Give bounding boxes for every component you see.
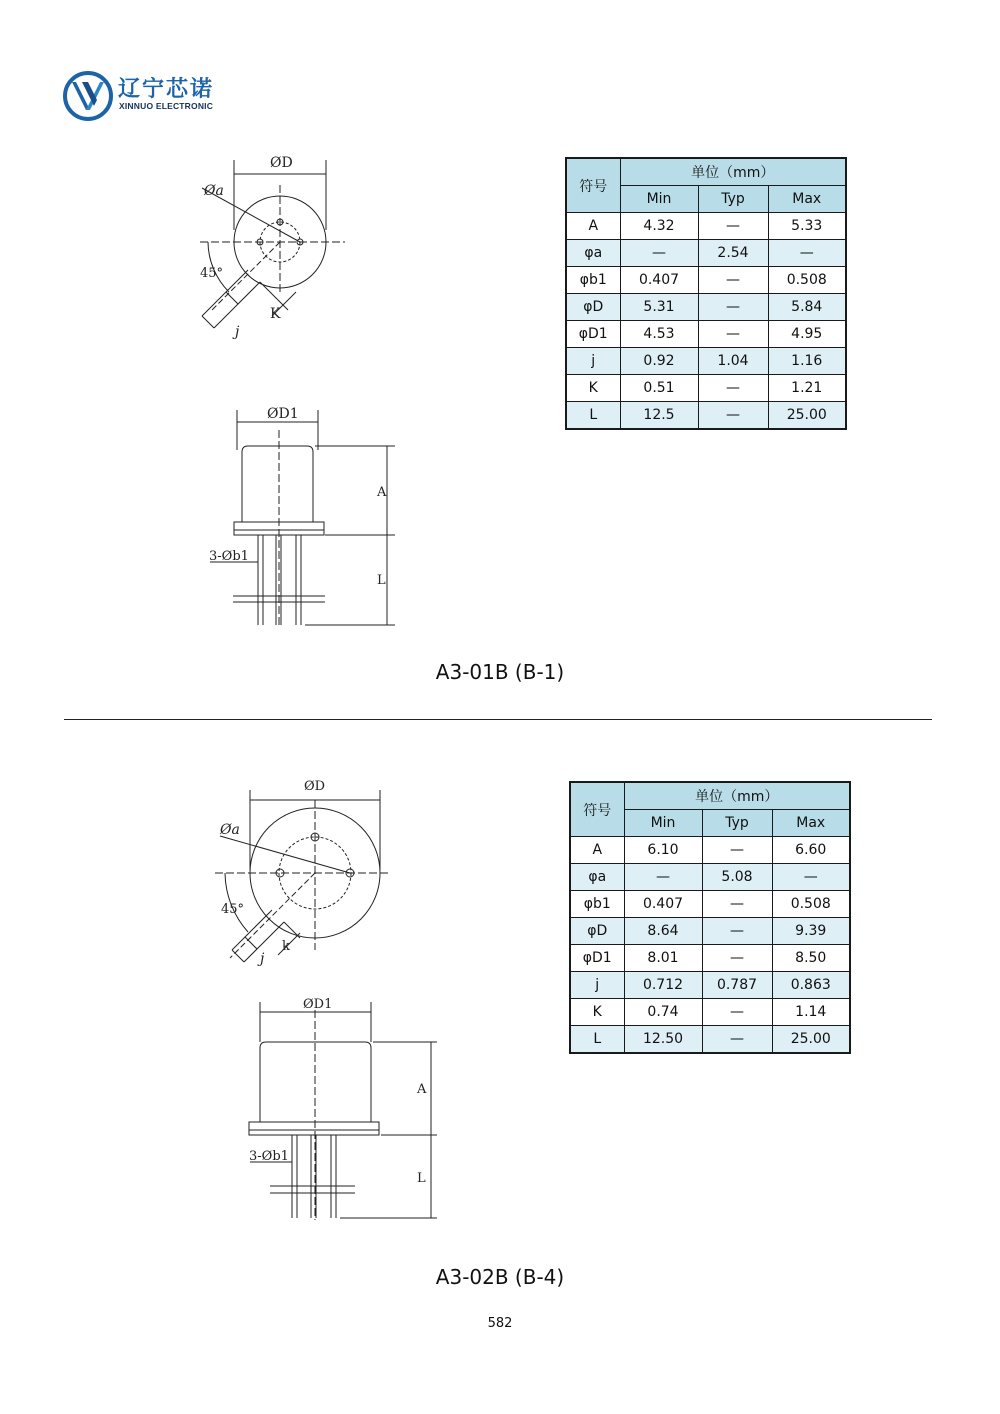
logo-cn-text: 辽宁芯诺 xyxy=(118,77,215,102)
col-min-header: Min xyxy=(624,810,702,837)
cell-typ: — xyxy=(702,918,772,945)
dim-label-D: ØD xyxy=(304,779,326,794)
cell-symbol: L xyxy=(570,1026,624,1054)
dim-label-D: ØD xyxy=(270,155,293,171)
cell-min: 0.407 xyxy=(624,891,702,918)
col-min-header: Min xyxy=(620,186,698,213)
table-row xyxy=(566,240,846,267)
table-row xyxy=(570,891,850,918)
cell-max: — xyxy=(768,240,846,267)
unit-header: 单位（mm） xyxy=(624,782,850,810)
dim-label-K: k xyxy=(282,939,290,954)
cell-min: 6.10 xyxy=(624,837,702,864)
col-max-header: Max xyxy=(768,186,846,213)
table-row xyxy=(570,918,850,945)
cell-symbol: φD xyxy=(566,294,620,321)
cell-max: 25.00 xyxy=(772,1026,850,1054)
table-row xyxy=(566,321,846,348)
cell-min: 8.01 xyxy=(624,945,702,972)
cell-max: 9.39 xyxy=(772,918,850,945)
cell-max: 0.508 xyxy=(772,891,850,918)
col-typ-header: Typ xyxy=(698,186,768,213)
dim-label-j: j xyxy=(260,951,265,967)
cell-min: 4.32 xyxy=(620,213,698,240)
logo-en-text: XINNUO ELECTRONIC xyxy=(119,101,214,111)
dim-label-A: A xyxy=(417,1082,427,1097)
cell-typ: 2.54 xyxy=(698,240,768,267)
section-caption-1: A3-01B (B-1) xyxy=(435,660,565,684)
cell-max: 5.33 xyxy=(768,213,846,240)
dim-label-a: Øa xyxy=(220,822,240,838)
cell-typ: — xyxy=(702,945,772,972)
cell-typ: 0.787 xyxy=(702,972,772,999)
dim-label-b1: 3-Øb1 xyxy=(209,549,249,564)
cell-max: 5.84 xyxy=(768,294,846,321)
cell-typ: — xyxy=(698,213,768,240)
dim-label-L: L xyxy=(417,1171,426,1186)
cell-min: 0.74 xyxy=(624,999,702,1026)
cell-typ: — xyxy=(698,375,768,402)
cell-min: 12.50 xyxy=(624,1026,702,1054)
cell-symbol: φD1 xyxy=(570,945,624,972)
cell-max: 1.21 xyxy=(768,375,846,402)
company-logo xyxy=(62,68,232,124)
cell-max: 4.95 xyxy=(768,321,846,348)
cell-max: 25.00 xyxy=(768,402,846,430)
table-row xyxy=(566,213,846,240)
cell-min: 8.64 xyxy=(624,918,702,945)
logo-emblem-icon xyxy=(62,70,114,122)
table-row xyxy=(570,837,850,864)
cell-symbol: A xyxy=(570,837,624,864)
cell-symbol: φb1 xyxy=(566,267,620,294)
cell-min: 0.92 xyxy=(620,348,698,375)
symbol-header: 符号 xyxy=(570,782,624,837)
dim-label-A: A xyxy=(377,485,387,500)
cell-min: 0.407 xyxy=(620,267,698,294)
cell-typ: 1.04 xyxy=(698,348,768,375)
cell-min: 12.5 xyxy=(620,402,698,430)
dim-label-j: j xyxy=(235,324,240,340)
cell-typ: — xyxy=(698,402,768,430)
cell-typ: — xyxy=(698,321,768,348)
side-view-drawing-1 xyxy=(205,400,405,635)
table-row xyxy=(566,294,846,321)
table-row xyxy=(570,945,850,972)
cell-symbol: φD xyxy=(570,918,624,945)
cell-typ: — xyxy=(702,891,772,918)
dimension-table-2 xyxy=(569,781,851,1054)
cell-symbol: K xyxy=(570,999,624,1026)
table-row xyxy=(566,267,846,294)
cell-symbol: φb1 xyxy=(570,891,624,918)
table-row xyxy=(566,348,846,375)
table-row xyxy=(570,1026,850,1054)
table-row xyxy=(570,999,850,1026)
cell-min: 4.53 xyxy=(620,321,698,348)
col-max-header: Max xyxy=(772,810,850,837)
side-view-drawing-2 xyxy=(245,990,445,1225)
cell-max: 6.60 xyxy=(772,837,850,864)
dim-label-angle: 45° xyxy=(200,266,224,281)
table-row xyxy=(566,402,846,430)
cell-min: 5.31 xyxy=(620,294,698,321)
dim-label-b1: 3-Øb1 xyxy=(249,1149,289,1164)
cell-symbol: φa xyxy=(566,240,620,267)
table-row xyxy=(570,864,850,891)
cell-symbol: φa xyxy=(570,864,624,891)
cell-typ: — xyxy=(702,1026,772,1054)
table-row xyxy=(570,972,850,999)
cell-typ: — xyxy=(702,837,772,864)
dim-label-L: L xyxy=(377,573,386,588)
cell-max: 1.14 xyxy=(772,999,850,1026)
cell-min: 0.51 xyxy=(620,375,698,402)
cell-max: 8.50 xyxy=(772,945,850,972)
cell-symbol: φD1 xyxy=(566,321,620,348)
section-caption-2: A3-02B (B-4) xyxy=(435,1265,565,1289)
cell-max: 1.16 xyxy=(768,348,846,375)
top-view-drawing-1 xyxy=(180,140,360,350)
cell-typ: — xyxy=(702,999,772,1026)
dim-label-K: K xyxy=(270,306,281,322)
unit-header: 单位（mm） xyxy=(620,158,846,186)
cell-symbol: A xyxy=(566,213,620,240)
section-divider xyxy=(64,719,932,720)
cell-typ: — xyxy=(698,267,768,294)
cell-max: 0.508 xyxy=(768,267,846,294)
table-row xyxy=(566,375,846,402)
cell-max: 0.863 xyxy=(772,972,850,999)
dim-label-angle: 45° xyxy=(221,902,245,917)
cell-typ: 5.08 xyxy=(702,864,772,891)
cell-symbol: j xyxy=(566,348,620,375)
cell-min: — xyxy=(620,240,698,267)
dim-label-D1: ØD1 xyxy=(267,406,299,422)
cell-max: — xyxy=(772,864,850,891)
cell-min: — xyxy=(624,864,702,891)
cell-typ: — xyxy=(698,294,768,321)
cell-min: 0.712 xyxy=(624,972,702,999)
dim-label-D1: ØD1 xyxy=(303,997,333,1012)
cell-symbol: j xyxy=(570,972,624,999)
top-view-drawing-2 xyxy=(200,770,400,970)
symbol-header: 符号 xyxy=(566,158,620,213)
cell-symbol: K xyxy=(566,375,620,402)
page-number: 582 xyxy=(487,1316,513,1331)
dimension-table-1 xyxy=(565,157,847,430)
col-typ-header: Typ xyxy=(702,810,772,837)
dim-label-a: Øa xyxy=(204,183,224,199)
cell-symbol: L xyxy=(566,402,620,430)
